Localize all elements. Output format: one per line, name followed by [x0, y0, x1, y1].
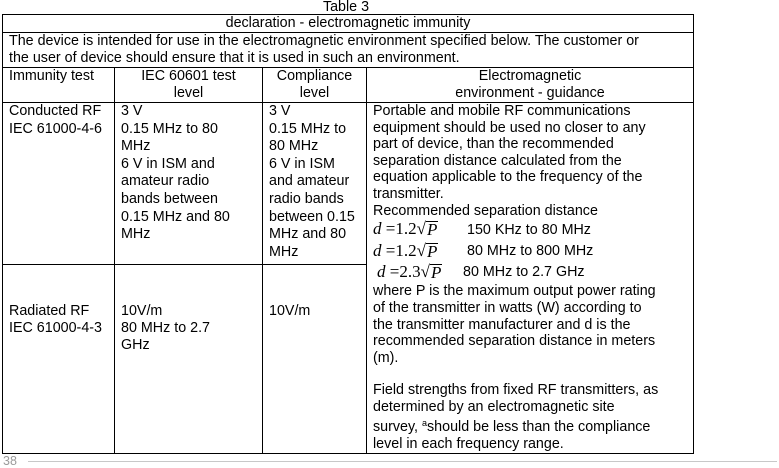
formula-1-range: 150 KHz to 80 MHz: [467, 221, 591, 238]
formula-3-range: 80 MHz to 2.7 GHz: [463, 264, 585, 281]
guidance-intro: Portable and mobile RF communications equipment should be used no closer to any part of device, than the recommended separation distance calculated from the equation applicable to the frequency of the transmitter. Recommended separation distance: [373, 103, 646, 219]
page-number: 38: [3, 454, 17, 468]
table-title: declaration - electromagnetic immunity: [3, 15, 694, 33]
radiated-rf-test: Radiated RF IEC 61000-4-3: [3, 265, 115, 454]
radiated-rf-iec-level: 10V/m 80 MHz to 2.7 GHz: [115, 265, 263, 454]
formula-1: d =1.2 √ P 150 KHz to 80 MHz: [373, 219, 591, 240]
radiated-rf-compliance: 10V/m: [263, 265, 367, 454]
header-guidance: Electromagnetic environment - guidance: [367, 68, 694, 103]
conducted-rf-compliance: 3 V 0.15 MHz to 80 MHz 6 V in ISM and amateur radio bands between 0.15 MHz and 80 MHz: [263, 103, 367, 265]
immunity-table: [2, 14, 694, 454]
guidance-field-strength: Field strengths from fixed RF transmitters, as determined by an electromagnetic site survey, $^a$should be less than the compliance level in each frequency range.: [373, 382, 659, 453]
table-caption: Table 3: [322, 0, 370, 15]
header-compliance-level: Compliance level: [263, 68, 367, 103]
table-intro: The device is intended for use in the electromagnetic environment specified below. The customer or the user of device should ensure that it is used in such an environment.: [3, 33, 694, 68]
conducted-rf-test: Conducted RF IEC 61000-4-6: [3, 103, 115, 265]
conducted-rf-iec-level: 3 V 0.15 MHz to 80 MHz 6 V in ISM and amateur radio bands between 0.15 MHz and 80 MHz: [115, 103, 263, 265]
footer-divider: [28, 461, 777, 462]
formula-2-range: 80 MHz to 800 MHz: [467, 242, 594, 259]
guidance-cell: [367, 103, 694, 454]
footnote-mark: a: [422, 418, 428, 429]
guidance-where: where P is the maximum output power rating of the transmitter in watts (W) according to the transmitter manufacturer and d is the recommended separation distance in meters (m).: [373, 283, 656, 366]
formula-3: d =2.3 √ P 80 MHz to 2.7 GHz: [377, 262, 585, 283]
formula-2: d =1.2 √ P 80 MHz to 800 MHz: [373, 240, 594, 261]
header-immunity-test: Immunity test: [3, 68, 115, 103]
header-iec-level: IEC 60601 test level: [115, 68, 263, 103]
page-footer: [0, 453, 779, 468]
